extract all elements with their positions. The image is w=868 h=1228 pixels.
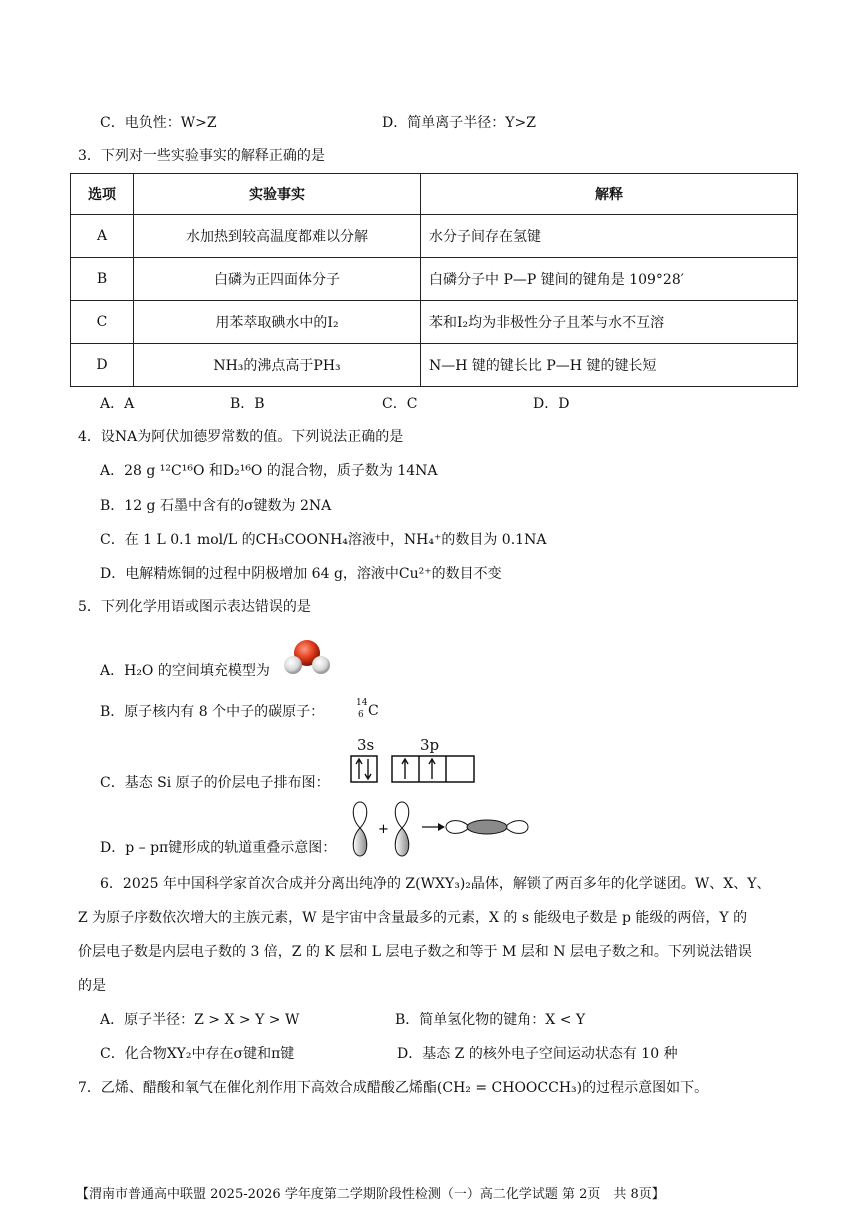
q2-option-c: C．电负性：W>Z <box>100 115 217 131</box>
water-space-filling-model-icon <box>282 638 332 678</box>
q4-option-a: A．28 g ¹²C¹⁶O 和D₂¹⁶O 的混合物，质子数为 14NA <box>100 463 438 479</box>
q6-line-2: Z 为原子序数依次增大的主族元素，W 是宇宙中含量最多的元素，X 的 s 能级电子数是 p 能级的两倍，Y 的 <box>78 910 748 926</box>
q7-stem: 7．乙烯、醋酸和氧气在催化剂作用下高效合成醋酸乙烯酯(CH₂ = CHOOCCH₃)的过程示意图如下。 <box>78 1080 709 1096</box>
q5-stem: 5．下列化学用语或图示表达错误的是 <box>78 599 311 615</box>
q6-line-4: 的是 <box>78 978 106 994</box>
q6-option-a: A．原子半径：Z > X > Y > W <box>100 1012 300 1028</box>
q6-line-1: 6．2025 年中国科学家首次合成并分离出纯净的 Z(WXY₃)₂晶体，解锁了两百多年的化学谜团。W、X、Y、 <box>100 876 771 892</box>
q2-option-d: D．简单离子半径：Y>Z <box>382 115 536 131</box>
p-p-pi-overlap-diagram-icon <box>348 800 530 858</box>
row-explain: 苯和I₂均为非极性分子且苯与水不互溶 <box>421 301 798 344</box>
orbital-label-3s: 3s <box>357 736 375 754</box>
q6-option-d: D．基态 Z 的核外电子空间运动状态有 10 种 <box>397 1046 678 1062</box>
header-explain: 解释 <box>421 174 798 215</box>
q5-option-d: D．p – pπ键形成的轨道重叠示意图： <box>100 840 337 856</box>
table-row <box>71 258 798 301</box>
q4-option-c: C．在 1 L 0.1 mol/L 的CH₃COONH₄溶液中，NH₄⁺的数目为 0.1NA <box>100 532 547 548</box>
q4-stem: 4．设NA为阿伏加德罗常数的值。下列说法正确的是 <box>78 429 404 445</box>
row-option: C <box>71 301 134 344</box>
element-symbol: C <box>368 703 379 719</box>
q3-table <box>70 173 798 387</box>
q3-choice-d: D．D <box>533 396 570 412</box>
table-row <box>71 301 798 344</box>
q6-option-c: C．化合物XY₂中存在σ键和π键 <box>100 1046 295 1062</box>
page-footer: 【渭南市普通高中联盟 2025-2026 学年度第二学期阶段性检测（一）高二化学试题 第 2页 共 8页】 <box>76 1187 665 1202</box>
table-header-row <box>71 174 798 215</box>
mass-number: 14 <box>356 698 368 708</box>
row-fact: 水加热到较高温度都难以分解 <box>134 215 421 258</box>
q6-option-b: B．简单氢化物的键角：X < Y <box>395 1012 586 1028</box>
q4-option-b: B．12 g 石墨中含有的σ键数为 2NA <box>100 498 332 514</box>
table-row <box>71 215 798 258</box>
header-option: 选项 <box>71 174 134 215</box>
header-fact: 实验事实 <box>134 174 421 215</box>
row-fact: 白磷为正四面体分子 <box>134 258 421 301</box>
row-explain: N—H 键的键长比 P—H 键的键长短 <box>421 344 798 387</box>
svg-text:+: + <box>378 822 389 837</box>
row-fact: 用苯萃取碘水中的I₂ <box>134 301 421 344</box>
q3-choice-c: C．C <box>382 396 418 412</box>
q3-stem: 3．下列对一些实验事实的解释正确的是 <box>78 148 325 164</box>
si-orbital-diagram-icon <box>350 755 480 785</box>
q5-option-a: A．H₂O 的空间填充模型为 <box>100 663 270 679</box>
q5-option-c: C．基态 Si 原子的价层电子排布图： <box>100 775 330 791</box>
row-explain: 白磷分子中 P—P 键间的键角是 109°28′ <box>421 258 798 301</box>
row-explain: 水分子间存在氢键 <box>421 215 798 258</box>
q3-choice-b: B．B <box>230 396 265 412</box>
q6-line-3: 价层电子数是内层电子数的 3 倍，Z 的 K 层和 L 层电子数之和等于 M 层和 N 层电子数之和。下列说法错误 <box>78 944 752 960</box>
atomic-number: 6 <box>358 710 364 720</box>
row-fact: NH₃的沸点高于PH₃ <box>134 344 421 387</box>
row-option: D <box>71 344 134 387</box>
q5-option-b: B．原子核内有 8 个中子的碳原子： <box>100 704 325 720</box>
table-row <box>71 344 798 387</box>
carbon-14-nuclide <box>356 698 386 724</box>
row-option: A <box>71 215 134 258</box>
orbital-label-3p: 3p <box>420 736 440 754</box>
q4-option-d: D．电解精炼铜的过程中阴极增加 64 g，溶液中Cu²⁺的数目不变 <box>100 566 502 582</box>
q3-choice-a: A．A <box>100 396 135 412</box>
row-option: B <box>71 258 134 301</box>
